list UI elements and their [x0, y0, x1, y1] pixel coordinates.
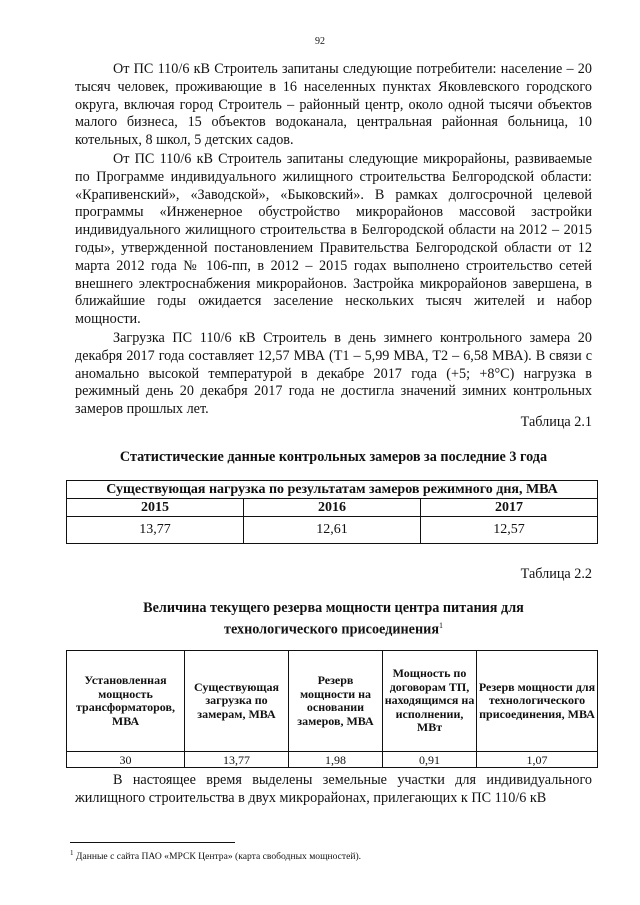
table-2-2-header: Резерв мощности для технологического присоединения, МВА	[477, 651, 598, 752]
footnote	[70, 849, 361, 862]
page-number: 92	[315, 36, 325, 47]
paragraph-microdistricts: От ПС 110/6 кВ Строитель запитаны следующие микрорайоны, развиваемые по Программе индивидуального жилищного строительства Белгородской области: «Крапивенский», «Заводской», «Быковский». В рамках долгосрочной целевой программы «Инженерное обустройство микрорайонов массовой застройки индивидуального жилищного строительства в Белгородской области на 2012 – 2015 годы», утвержденной постановлением Правительства Белгородской области от 12 марта 2012 года № 106-пп, в 2012 – 2015 годах выполнено строительство сетей внешнего электроснабжения микрорайонов. Застройка микрорайонов завершена, в ближайшие годы ожидается заселение нескольких тысяч жителей и набор мощности.	[75, 150, 592, 328]
table-2-2-title	[110, 599, 557, 639]
footnote-mark: 1	[439, 621, 443, 630]
body-text-top	[75, 61, 592, 419]
table-2-2-header: Резерв мощности на основании замеров, МВА	[289, 651, 383, 752]
table-2-2-value: 30	[67, 752, 185, 768]
table-2-2-header: Существующая загрузка по замерам, МВА	[185, 651, 289, 752]
table-2-1-label: Таблица 2.1	[520, 414, 592, 430]
paragraph-load: Загрузка ПС 110/6 кВ Строитель в день зимнего контрольного замера 20 декабря 2017 года составляет 12,57 МВА (Т1 – 5,99 МВА, Т2 – 6,58 МВА). В связи с аномально высокой температурой в декабре 2017 года (+5; +8°C) нагрузка в режимный день 20 декабря 2017 года не достигла значений зимних контрольных замеров прошлых лет.	[75, 329, 592, 418]
table-2-1-title: Статистические данные контрольных замеров за последние 3 года	[119, 449, 548, 465]
table-2-1-value: 12,61	[243, 517, 420, 544]
table-2-1-header: Существующая нагрузка по результатам замеров режимного дня, МВА	[67, 481, 598, 499]
table-2-2	[66, 650, 598, 768]
table-2-1-year: 2017	[420, 499, 597, 517]
body-text-bottom	[75, 772, 592, 808]
table-2-1	[66, 480, 598, 544]
table-2-1-year: 2016	[243, 499, 420, 517]
table-2-2-header: Мощность по договорам ТП, находящимся на исполнении, МВт	[383, 651, 477, 752]
table-2-1-value: 13,77	[67, 517, 244, 544]
table-2-2-value: 1,98	[289, 752, 383, 768]
table-2-2-title-text: Величина текущего резерва мощности центра питания для технологического присоединения	[143, 600, 524, 638]
table-2-2-label: Таблица 2.2	[520, 566, 592, 582]
table-2-2-value: 0,91	[383, 752, 477, 768]
footnote-text: Данные с сайта ПАО «МРСК Центра» (карта свободных мощностей).	[75, 851, 362, 863]
paragraph-land-plots: В настоящее время выделены земельные участки для индивидуального жилищного строительства в двух микрорайонах, прилегающих к ПС 110/6 кВ	[75, 772, 592, 806]
footnote-divider	[70, 842, 235, 843]
table-2-1-year: 2015	[67, 499, 244, 517]
table-2-2-value: 13,77	[185, 752, 289, 768]
footnote-number: 1	[70, 849, 74, 857]
paragraph-consumers: От ПС 110/6 кВ Строитель запитаны следующие потребители: население – 20 тысяч человек, проживающие в 16 населенных пунктах Яковлевского городского округа, включая город Строитель – районный центр, около одной тысячи объектов малого бизнеса, 15 объектов водоканала, центральная районная больница, 10 котельных, 8 школ, 5 детских садов.	[75, 61, 592, 149]
table-2-2-header: Установленная мощность трансформаторов, МВА	[67, 651, 185, 752]
table-2-2-value: 1,07	[477, 752, 598, 768]
table-2-1-value: 12,57	[420, 517, 597, 544]
